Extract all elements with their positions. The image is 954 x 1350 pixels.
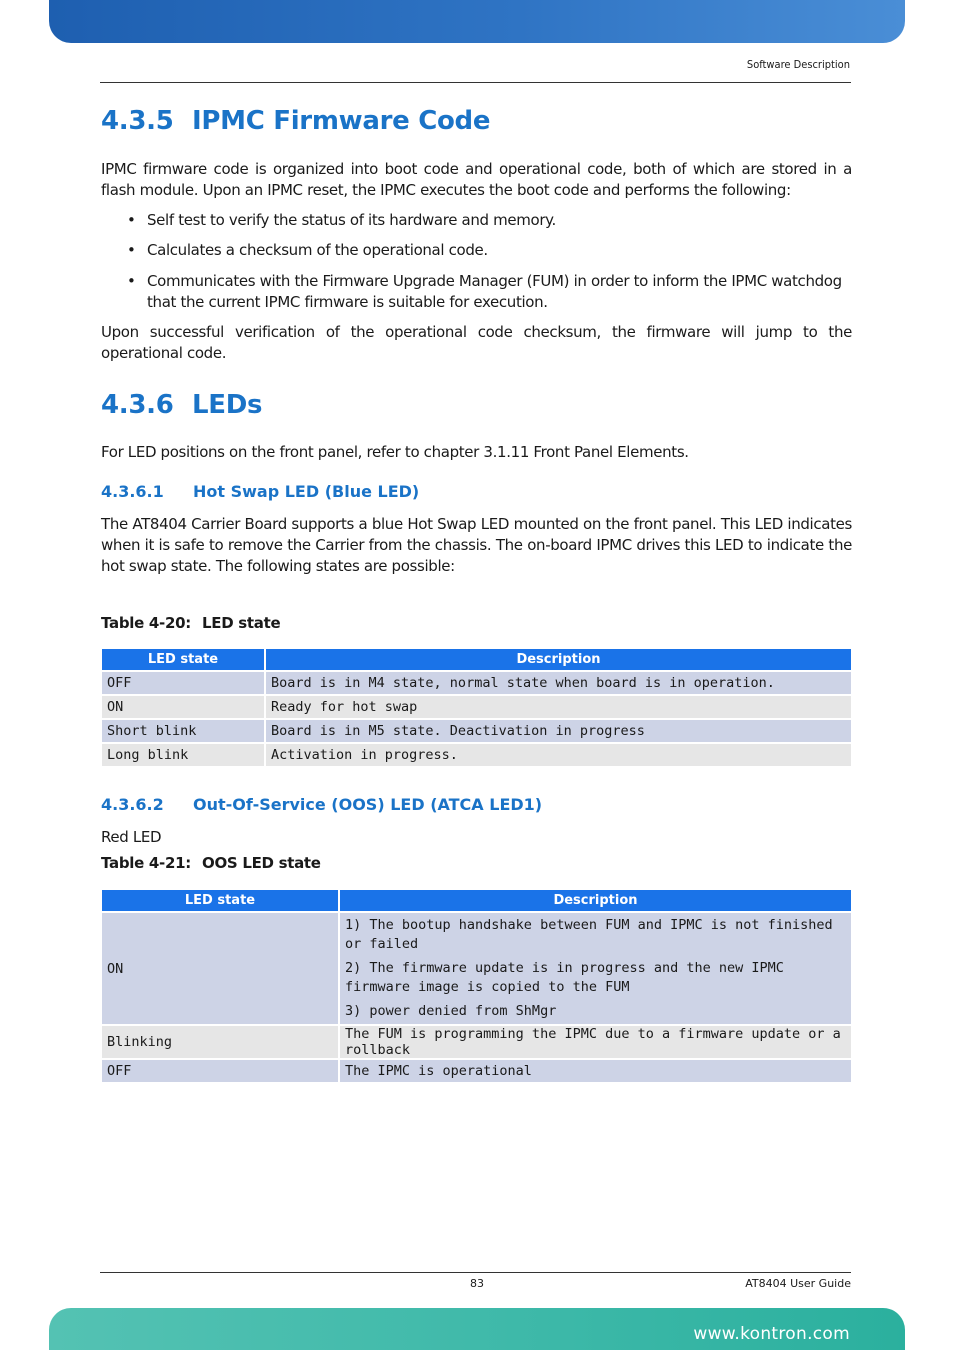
heading-4-3-6-1 [101, 482, 419, 501]
heading-4-3-6-2 [101, 795, 542, 814]
bullet-dot: • [127, 211, 136, 229]
bullet-item [127, 210, 852, 231]
bullet-text: Self test to verify the status of its hardware and memory. [147, 211, 556, 229]
caption-title: LED state [202, 614, 281, 632]
page-number: 83 [470, 1277, 484, 1290]
table-row [102, 1060, 851, 1084]
heading-number: 4.3.6 [101, 390, 174, 420]
table-row [102, 744, 851, 768]
heading-title: IPMC Firmware Code [192, 106, 491, 136]
led-state-cell: Short blink [102, 720, 266, 744]
footer-rule [100, 1272, 851, 1273]
bullet-dot: • [127, 241, 136, 259]
heading-number: 4.3.6.2 [101, 795, 164, 814]
heading-number: 4.3.6.1 [101, 482, 164, 501]
description-line: 3) power denied from ShMgr [345, 1003, 557, 1019]
website-link[interactable]: www.kontron.com [693, 1324, 850, 1344]
description-cell: Activation in progress. [266, 744, 851, 768]
bullet-item [127, 240, 852, 261]
bullet-dot: • [127, 272, 136, 290]
description-cell: The IPMC is operational [340, 1060, 851, 1084]
top-banner [49, 0, 905, 43]
heading-title: Out-Of-Service (OOS) LED (ATCA LED1) [193, 795, 543, 814]
heading-title: LEDs [192, 390, 263, 420]
heading-4-3-6 [101, 390, 262, 420]
heading-4-3-5 [101, 106, 490, 136]
table-row [102, 720, 851, 744]
table-row [102, 672, 851, 696]
table-caption-4-21 [101, 854, 321, 872]
led-state-cell: OFF [102, 672, 266, 696]
hot-swap-paragraph: The AT8404 Carrier Board supports a blue Hot Swap LED mounted on the front panel. This LED indicates when it is safe to remove the Carrier from the chassis. The on-board IPMC drives this LED to indicate the hot swap state. The following states are possible: [101, 515, 852, 575]
bullet-text: Communicates with the Firmware Upgrade Manager (FUM) in order to inform the IPMC watchdog that the current IPMC firmware is suitable for execution. [147, 272, 842, 311]
caption-number: Table 4-21: [101, 854, 191, 872]
leds-intro-paragraph: For LED positions on the front panel, refer to chapter 3.1.11 Front Panel Elements. [101, 443, 689, 461]
table-header-row [102, 890, 851, 913]
bullet-item [127, 271, 852, 313]
description-cell: Ready for hot swap [266, 696, 851, 720]
led-state-table [102, 649, 851, 768]
table-row [102, 696, 851, 720]
caption-title: OOS LED state [202, 854, 321, 872]
description-cell [340, 913, 851, 1026]
description-cell: Board is in M4 state, normal state when board is in operation. [266, 672, 851, 696]
led-state-cell: ON [102, 913, 340, 1026]
running-header: Software Description [746, 58, 850, 71]
firmware-outro-paragraph: Upon successful verification of the operational code checksum, the firmware will jump to the operational code. [101, 323, 852, 362]
table-header-row [102, 649, 851, 672]
header-rule [100, 82, 851, 83]
led-state-cell: Blinking [102, 1026, 340, 1060]
bullet-text: Calculates a checksum of the operational code. [147, 241, 488, 259]
document-name: AT8404 User Guide [745, 1277, 851, 1290]
caption-number: Table 4-20: [101, 614, 191, 632]
oos-led-paragraph: Red LED [101, 828, 162, 846]
column-header: LED state [102, 890, 340, 913]
description-line: 1) The bootup handshake between FUM and IPMC is not finished or failed [345, 917, 833, 952]
column-header: LED state [102, 649, 266, 672]
description-cell: Board is in M5 state. Deactivation in progress [266, 720, 851, 744]
description-cell: The FUM is programming the IPMC due to a firmware update or a rollback [340, 1026, 851, 1060]
firmware-intro-paragraph: IPMC firmware code is organized into boot code and operational code, both of which are stored in a flash module. Upon an IPMC reset, the IPMC executes the boot code and performs the following: [101, 160, 852, 199]
heading-number: 4.3.5 [101, 106, 174, 136]
oos-led-state-table [102, 890, 851, 1084]
heading-title: Hot Swap LED (Blue LED) [193, 482, 420, 501]
description-line: 2) The firmware update is in progress and the new IPMC firmware image is copied to the FUM [345, 960, 784, 995]
table-row [102, 1026, 851, 1060]
table-row [102, 913, 851, 1026]
table-caption-4-20 [101, 614, 280, 632]
column-header: Description [340, 890, 851, 913]
led-state-cell: ON [102, 696, 266, 720]
led-state-cell: Long blink [102, 744, 266, 768]
led-state-cell: OFF [102, 1060, 340, 1084]
column-header: Description [266, 649, 851, 672]
